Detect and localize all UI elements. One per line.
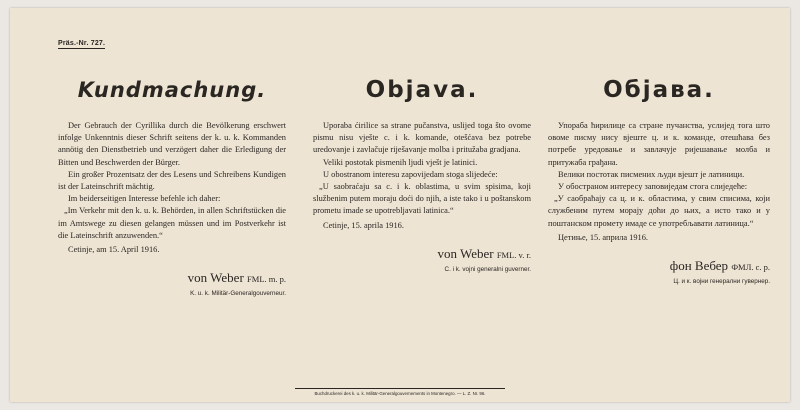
cyrillic-office: Ц. и к. војни генерални гувернер. bbox=[673, 277, 770, 285]
german-signature bbox=[58, 270, 286, 287]
cyrillic-paragraph: У обостраном интересу заповиједам стога слиједеће: bbox=[558, 182, 748, 192]
german-paragraph: Der Gebrauch der Cyrillika durch die Bevölkerung erschwert infolge Unkenntnis dieser Schrift seitens der k. u. k. Kommanden annötig den Dienstbetrieb und verzögert daher die Erledigung der Bitten und Beschwerden der Bürger. bbox=[58, 121, 286, 167]
german-paragraph: Ein großer Prozentsatz der des Lesens und Schreibens Kundigen ist der Lateinschrift mächtig. bbox=[58, 169, 286, 192]
latin-paragraph: U obostranom interesu zapovijedam stoga slijedeće: bbox=[323, 169, 498, 179]
latin-title: Objava. bbox=[365, 77, 479, 103]
cyrillic-body bbox=[548, 120, 770, 244]
cyrillic-date: Цетиње, 15. априла 1916. bbox=[558, 232, 649, 242]
latin-signature bbox=[313, 246, 531, 263]
latin-signature-rank: FML. v. r. bbox=[496, 249, 531, 260]
presidial-number: Präs.-Nr. 727. bbox=[58, 40, 106, 47]
latin-column bbox=[313, 74, 531, 273]
cyrillic-paragraph: Упораба ћирилице са стране пучанства, услијед тога што овоме писму нису вјеште ц. и к. команде, отешћава без потребе уредовање и завлачује ријешавање молба и притужаба грађана. bbox=[548, 121, 770, 167]
german-column bbox=[58, 74, 286, 297]
cyrillic-paragraph: Велики постотак писмених људи вјешт је латиници. bbox=[558, 169, 745, 179]
latin-paragraph: Veliki postotak pismenih ljudi vješt je latinici. bbox=[323, 157, 478, 167]
german-body bbox=[58, 120, 286, 256]
cyrillic-column bbox=[548, 74, 770, 285]
german-paragraph: Im beiderseitigen Interesse befehle ich daher: bbox=[68, 194, 221, 204]
latin-date: Cetinje, 15. aprila 1916. bbox=[323, 220, 404, 230]
cyrillic-signature-rank: ФМЛ. с. р. bbox=[731, 261, 770, 272]
german-signature-rank: FML. m. p. bbox=[247, 274, 286, 285]
german-signature-name: von Weber bbox=[187, 270, 244, 286]
proclamation-sheet bbox=[10, 8, 790, 402]
german-title: Kundmachung. bbox=[77, 78, 267, 102]
german-decree-quote: „Im Verkehr mit den k. u. k. Behörden, in allen Schriftstücken die im Amtswege zu diesen gelangen müssen und im Postverkehr ist die Lateinschrift anzuwenden.“ bbox=[58, 206, 286, 240]
cyrillic-signature-name: фон Вебер bbox=[669, 257, 729, 273]
german-date: Cetinje, am 15. April 1916. bbox=[68, 245, 160, 255]
latin-body bbox=[313, 120, 531, 232]
cyrillic-title: Објава. bbox=[603, 77, 715, 103]
cyrillic-signature bbox=[548, 258, 770, 275]
latin-signature-name: von Weber bbox=[437, 245, 494, 261]
latin-office: C. i k. vojni generalni guverner. bbox=[444, 265, 531, 273]
cyrillic-decree-quote: „У саобраћају са ц. и к. областима, у свим списима, који службеним путем морају доћи до њих, а исто тако и у поштанском промету имаде се употребљавати латиница.“ bbox=[548, 194, 770, 228]
latin-paragraph: Uporaba ćirilice sa strane pučanstva, uslijed toga što ovome pismu nisu vješte c. i k. komande, otešćava bez potrebe uredovanje i zavlačuje riješavanje molba i pritužaba gradjana. bbox=[313, 121, 531, 155]
latin-decree-quote: „U saobraćaju sa c. i k. oblastima, u svim spisima, koji službenim putem moraju doći do njih, a iste tako i u poštanskom prometu imade se upotrebljavati latinica.“ bbox=[313, 182, 531, 216]
printer-imprint: Buchdruckerei des k. u. k. Militär-Generalgouvernements in Montenegro. — L. Z. Nr. 96. bbox=[295, 388, 505, 396]
german-office: K. u. k. Militär-Generalgouverneur. bbox=[190, 290, 286, 298]
